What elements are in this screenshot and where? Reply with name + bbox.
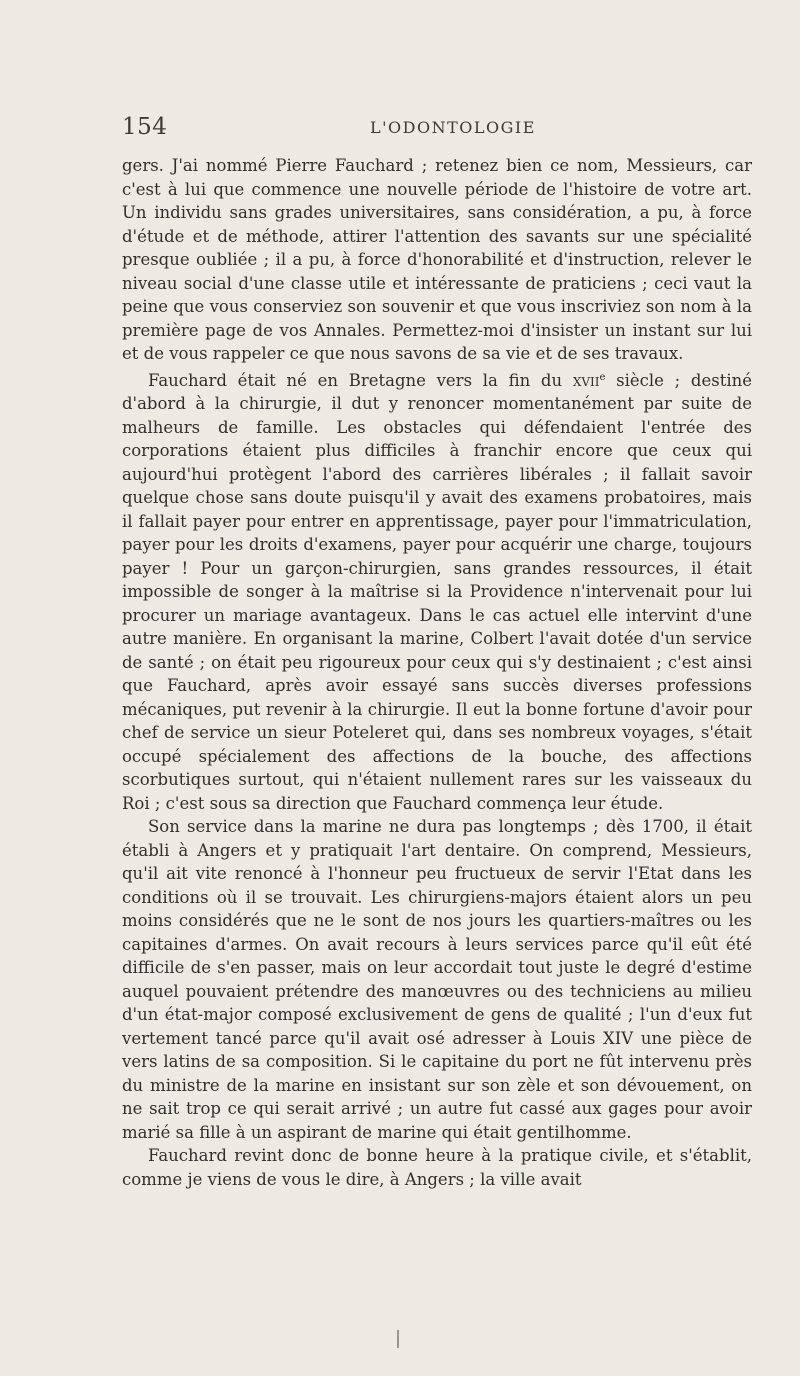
paper-speck [397, 1330, 399, 1348]
century-numeral: xvii [572, 370, 600, 390]
paragraph-2-rest: siècle ; destiné d'abord à la chirurgie, il dut y renoncer momentanément par suite de malheurs de famille. Les obstacles qui défendaient l'entrée des corporations étaient plus difficiles à franchir encore que ceux qui aujourd'hui protègent l'abord des carrières libérales ; il fallait savoir quelque chose sans doute puisqu'il y avait des examens probatoires, mais il fallait payer pour entrer en apprentissage, payer pour l'immatriculation, payer pour les droits d'examens, payer pour acquérir une charge, toujours payer ! Pour un garçon-chirurgien, sans grandes ressources, il était impossible de songer à la maîtrise si la Providence n'intervenait pour lui procurer un mariage avantageux. Dans le cas actuel elle intervint d'une autre manière. En organisant la marine, Colbert l'avait dotée d'un service de santé ; on était peu rigoureux pour ceux qui s'y destinaient ; c'est ainsi que Fauchard, après avoir essayé sans succès diverses professions mécaniques, put revenir à la chirurgie. Il eut la bonne fortune d'avoir pour chef de service un sieur Poteleret qui, dans ses nombreux voyages, s'était occupé spécialement des affections de la bouche, des affections scorbutiques surtout, qui n'étaient nullement rares sur les vaisseaux du Roi ; c'est sous sa direction que Fauchard commença leur étude. [122, 370, 752, 813]
paragraph-2-start: Fauchard était né en Bretagne vers la fin du [148, 370, 573, 390]
paragraph-1: gers. J'ai nommé Pierre Fauchard ; retenez bien ce nom, Messieurs, car c'est à lui que commence une nouvelle période de l'histoire de votre art. Un individu sans grades universitaires, sans considération, a pu, à force d'étude et de méthode, attirer l'attention des savants sur une spécialité presque oubliée ; il a pu, à force d'honorabilité et d'instruction, relever le niveau social d'une classe utile et intéressante de praticiens ; ceci vaut la peine que vous conserviez son souvenir et que vous inscriviez son nom à la première page de vos Annales. Permettez-moi d'insister un instant sur lui et de vous rappeler ce que nous savons de sa vie et de ses travaux. [122, 156, 752, 363]
century-superscript: e [599, 371, 606, 383]
paragraph-3: Son service dans la marine ne dura pas longtemps ; dès 1700, il était établi à Angers et y pratiquait l'art dentaire. On comprend, Messieurs, qu'il ait vite renoncé à l'honneur peu fructueux de servir l'Etat dans les conditions où il se trouvait. Les chirurgiens-majors étaient alors un peu moins considérés que ne le sont de nos jours les quartiers-maîtres ou les capitaines d'armes. On avait recours à leurs services parce qu'il eût été difficile de s'en passer, mais on leur accordait tout juste le degré d'estime auquel pouvaient prétendre des manœuvres ou des techniciens au milieu d'un état-major composé exclusivement de gens de qualité ; l'un d'eux fut vertement tancé parce qu'il avait osé adresser à Louis XIV une pièce de vers latins de sa composition. Si le capitaine du port ne fût intervenu près du ministre de la marine en insistant sur son zèle et son dévouement, on ne sait trop ce qui serait arrivé ; un autre fut cassé aux gages pour avoir marié sa fille à un aspirant de marine qui était gentilhomme. [122, 817, 752, 1142]
running-head: L'ODONTOLOGIE [370, 118, 536, 137]
paragraph-4: Fauchard revint donc de bonne heure à la pratique civile, et s'établit, comme je viens de vous le dire, à Angers ; la ville avait [122, 1146, 752, 1189]
page-number: 154 [122, 114, 168, 140]
paragraph-2 [122, 366, 752, 816]
body-text [122, 154, 752, 1191]
page-header [122, 114, 752, 144]
